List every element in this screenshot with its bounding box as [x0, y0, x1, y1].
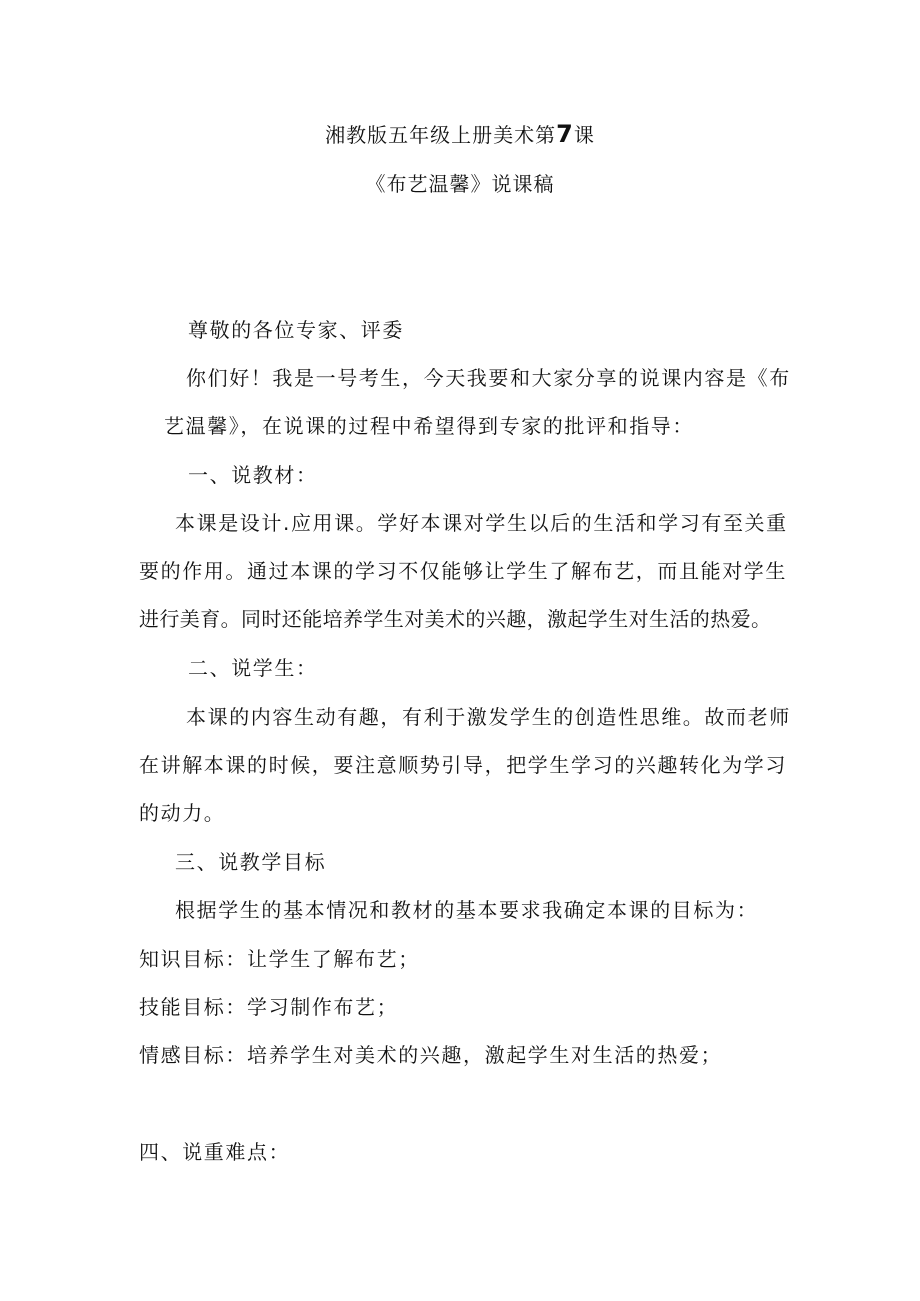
intro-line-1: 你们好！我是一号考生，今天我要和大家分享的说课内容是《布 — [186, 366, 791, 390]
section-2-line-1: 本课的内容生动有趣，有利于激发学生的创造性思维。故而老师 — [186, 705, 791, 729]
section-3-heading: 三、说教学目标 — [175, 850, 327, 874]
section-1-line-1: 本课是设计.应用课。学好本课对学生以后的生活和学习有至关重 — [175, 511, 788, 535]
greeting: 尊敬的各位专家、评委 — [188, 318, 404, 342]
section-1-line-3: 进行美育。同时还能培养学生对美术的兴趣，激起学生对生活的热爱。 — [139, 607, 772, 631]
document-title-line1 — [0, 120, 920, 149]
section-2-heading: 二、说学生： — [188, 656, 318, 680]
section-3-intro: 根据学生的基本情况和教材的基本要求我确定本课的目标为： — [175, 898, 759, 922]
section-1-heading: 一、说教材： — [188, 463, 318, 487]
goal-emotion: 情感目标：培养学生对美术的兴趣，激起学生对生活的热爱； — [139, 1043, 723, 1067]
goal-knowledge: 知识目标：让学生了解布艺； — [139, 947, 420, 971]
intro-line-2: 艺温馨》，在说课的过程中希望得到专家的批评和指导： — [164, 414, 694, 438]
lesson-number: 7 — [556, 120, 574, 148]
section-2-line-3: 的动力。 — [139, 801, 226, 825]
goal-skill: 技能目标：学习制作布艺； — [139, 995, 399, 1019]
title-suffix: 课 — [573, 123, 595, 147]
title-prefix: 湘教版五年级上册美术第 — [325, 123, 557, 147]
section-1-line-2: 要的作用。通过本课的学习不仅能够让学生了解布艺，而且能对学生 — [139, 559, 787, 583]
section-2-line-2: 在讲解本课的时候，要注意顺势引导，把学生学习的兴趣转化为学习 — [139, 753, 787, 777]
section-4-heading: 四、说重难点： — [139, 1140, 291, 1164]
document-title-line2: 《布艺温馨》说课稿 — [365, 172, 555, 196]
